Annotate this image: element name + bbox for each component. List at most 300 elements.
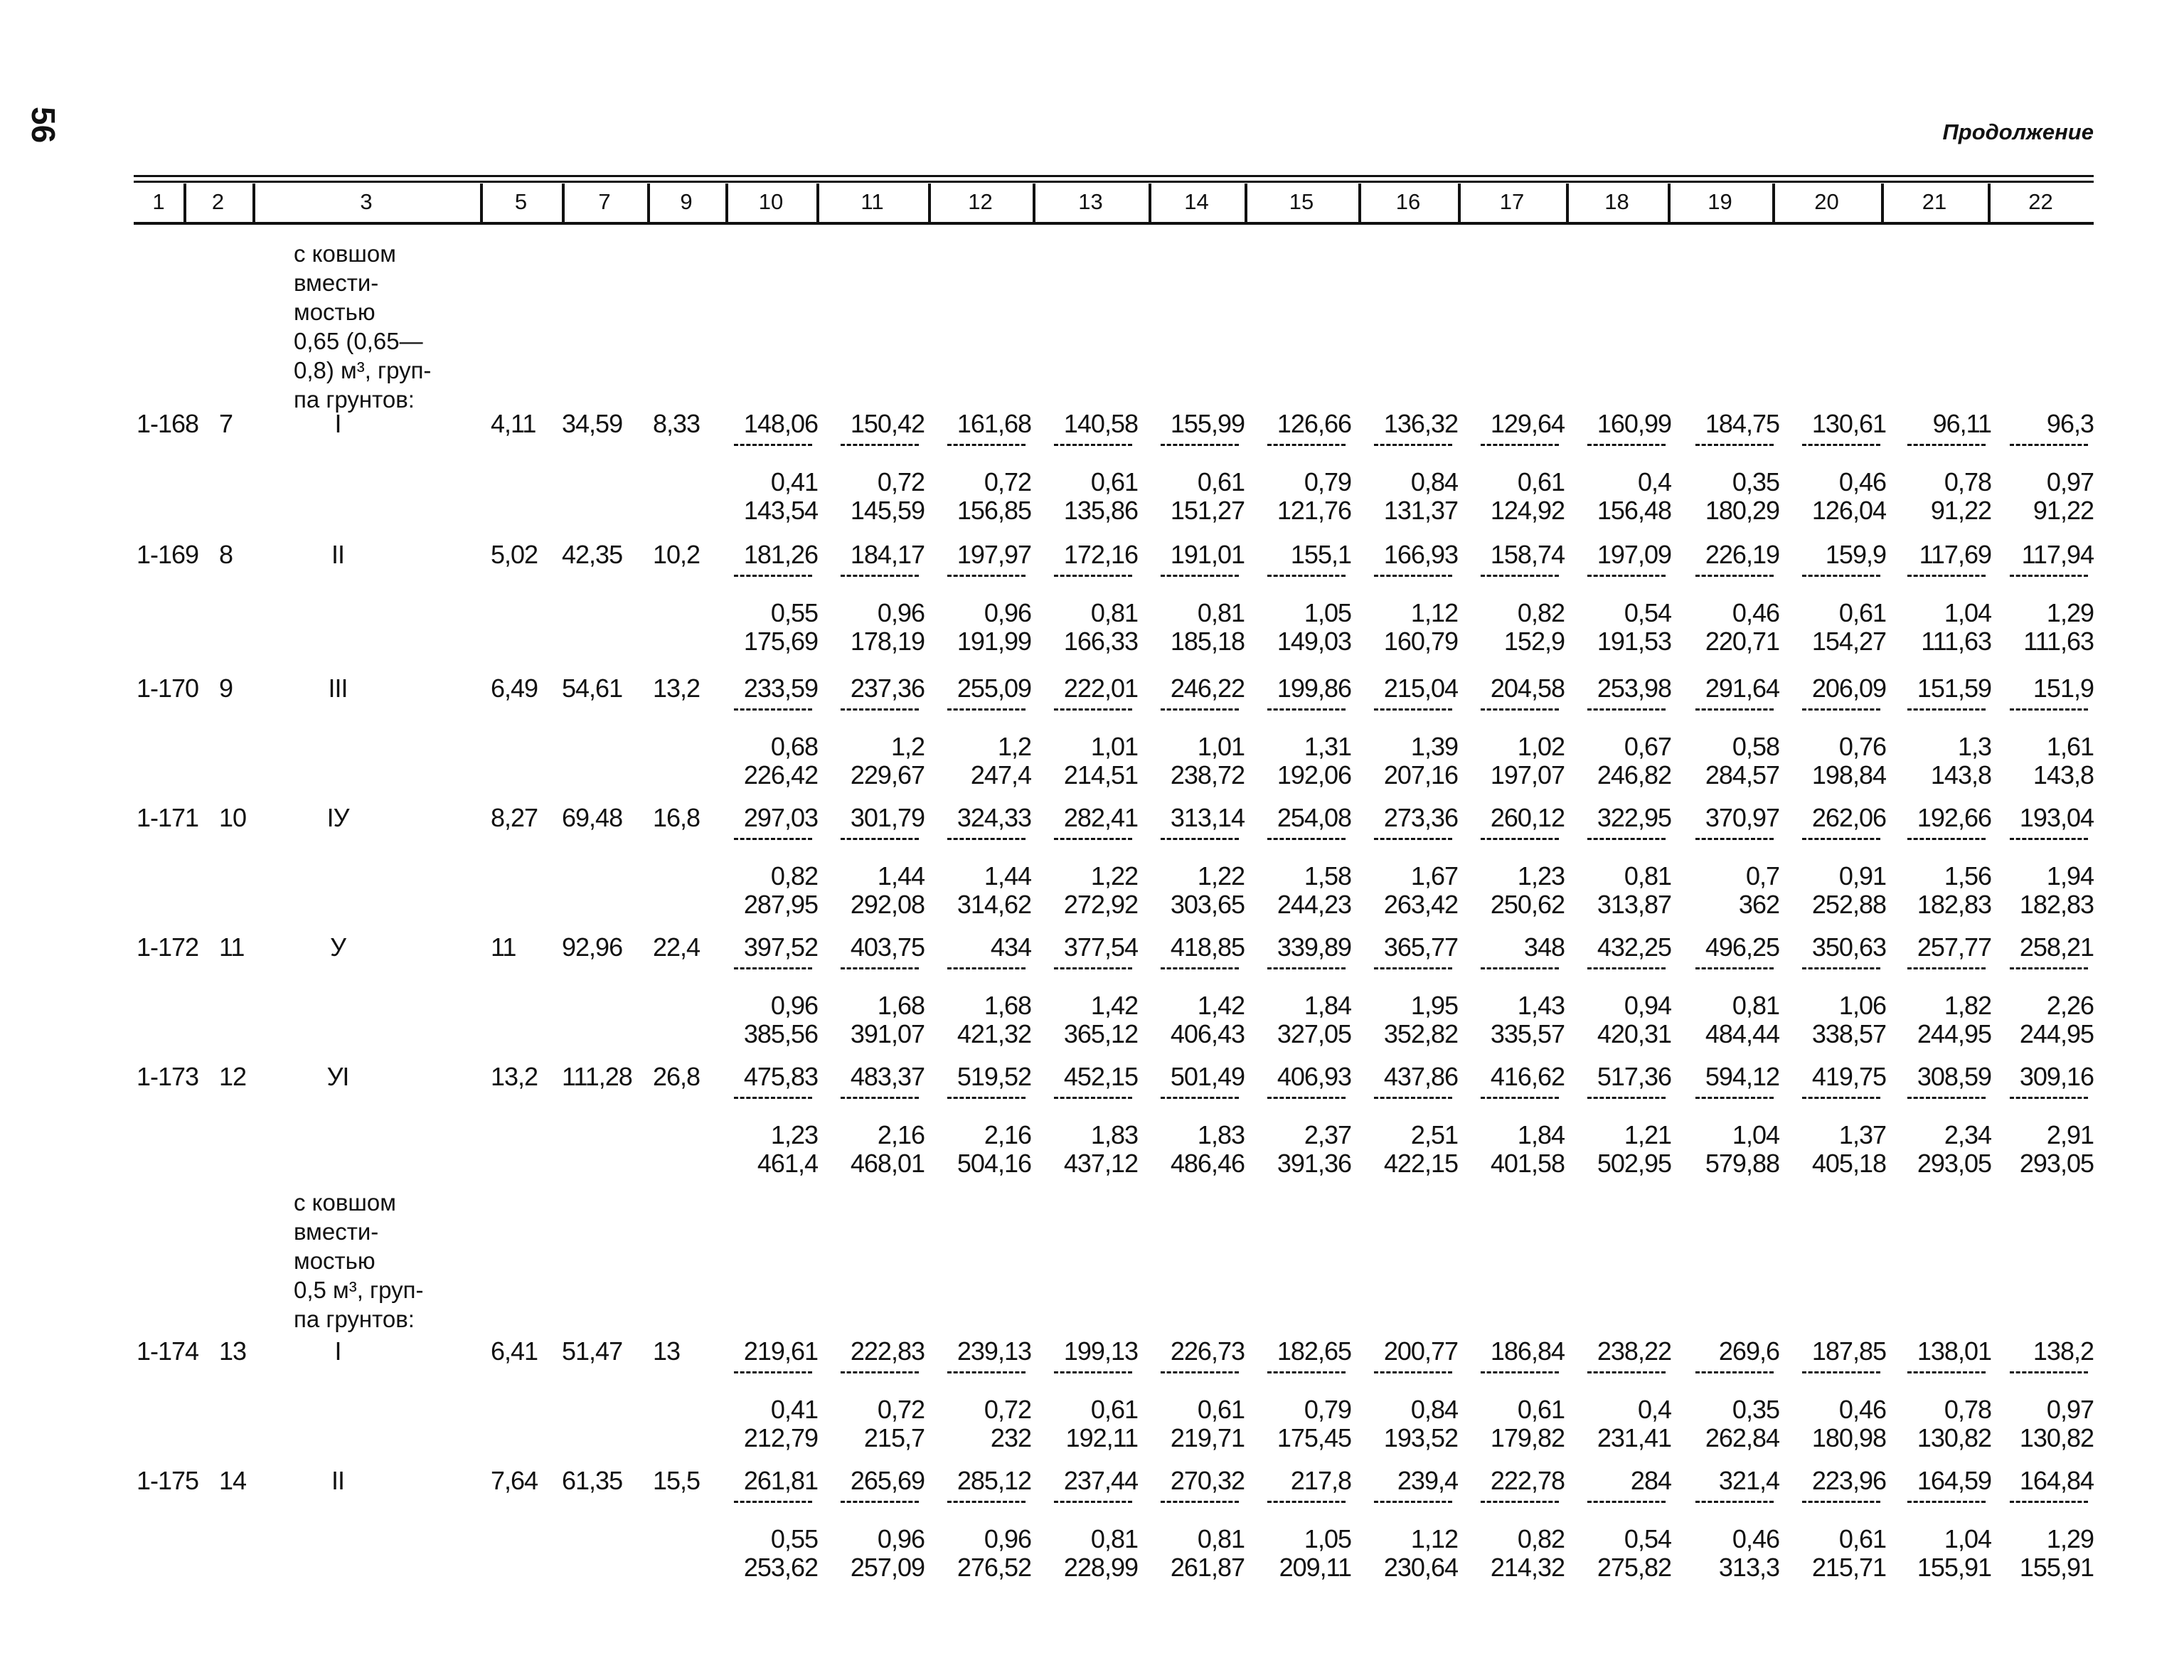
fraction-bar xyxy=(1374,967,1452,969)
value-bottom: 121,76 xyxy=(1277,496,1351,525)
value-bottom: 185,18 xyxy=(1170,627,1245,656)
row-code: 1-175 xyxy=(137,1466,199,1495)
value-mid: 0,61 xyxy=(1197,467,1245,496)
fraction-bar xyxy=(947,838,1026,840)
fraction-bar xyxy=(1907,838,1986,840)
value-bottom: 405,18 xyxy=(1811,1149,1886,1178)
fraction-bar xyxy=(734,708,812,711)
value-mid: 1,01 xyxy=(1197,732,1245,761)
value-bottom: 420,31 xyxy=(1597,1019,1671,1048)
value-mid: 0,96 xyxy=(770,991,818,1020)
value-top: 365,77 xyxy=(1383,932,1458,962)
value-bottom: 244,95 xyxy=(2019,1019,2094,1048)
fraction-bar xyxy=(1267,708,1346,711)
value-mid: 0,84 xyxy=(1410,467,1458,496)
value-mid: 1,56 xyxy=(1944,861,1991,890)
value-mid: 0,61 xyxy=(1517,467,1565,496)
value-bottom: 214,32 xyxy=(1490,1553,1565,1582)
fraction-bar xyxy=(734,1097,812,1099)
value-bottom: 244,95 xyxy=(1917,1019,1991,1048)
value-mid: 1,01 xyxy=(1090,732,1138,761)
row-number: 12 xyxy=(219,1062,247,1091)
fraction-bar xyxy=(734,967,812,969)
value-top: 258,21 xyxy=(2019,932,2094,962)
fraction-bar xyxy=(2010,967,2088,969)
value-top: 285,12 xyxy=(957,1466,1031,1495)
value-top: 187,85 xyxy=(1811,1336,1886,1366)
fraction-bar xyxy=(1161,708,1239,711)
header-col-15: 15 xyxy=(1289,189,1314,214)
fraction-bar xyxy=(841,1371,919,1373)
fraction-bar xyxy=(841,838,919,840)
value-mid: 0,55 xyxy=(770,1524,818,1553)
fraction-bar xyxy=(1802,967,1880,969)
fraction-bar xyxy=(947,967,1026,969)
value-mid: 1,44 xyxy=(984,861,1031,890)
value-bottom: 391,07 xyxy=(850,1019,925,1048)
value-mid: 1,21 xyxy=(1624,1120,1671,1149)
value-mid: 0,67 xyxy=(1624,732,1671,761)
value-top: 260,12 xyxy=(1490,803,1565,832)
col-7-value: 69,48 xyxy=(562,803,623,832)
value-bottom: 130,82 xyxy=(1917,1423,1991,1452)
fraction-bar xyxy=(1587,575,1666,577)
fraction-bar xyxy=(1695,444,1774,446)
value-top: 192,66 xyxy=(1917,803,1991,832)
row-code: 1-172 xyxy=(137,932,199,962)
value-mid: 1,67 xyxy=(1410,861,1458,890)
value-bottom: 179,82 xyxy=(1490,1423,1565,1452)
fraction-bar xyxy=(1267,1371,1346,1373)
value-bottom: 335,57 xyxy=(1490,1019,1565,1048)
value-bottom: 156,48 xyxy=(1597,496,1671,525)
group-description: с ковшом вмести- мостью 0,65 (0,65— 0,8) м³, груп- па грунтов: xyxy=(294,240,432,413)
col-5-value: 5,02 xyxy=(491,540,538,569)
col-7-value: 54,61 xyxy=(562,674,623,703)
value-mid: 1,84 xyxy=(1517,1120,1565,1149)
value-bottom: 160,79 xyxy=(1383,627,1458,656)
value-top: 130,61 xyxy=(1811,409,1886,438)
fraction-bar xyxy=(1481,1097,1559,1099)
value-bottom: 191,53 xyxy=(1597,627,1671,656)
value-top: 309,16 xyxy=(2019,1062,2094,1091)
soil-group: I xyxy=(334,409,341,438)
value-bottom: 152,9 xyxy=(1503,627,1565,656)
value-mid: 1,58 xyxy=(1304,861,1351,890)
fraction-bar xyxy=(734,444,812,446)
header-col-1: 1 xyxy=(152,189,165,214)
value-mid: 1,94 xyxy=(2046,861,2094,890)
value-bottom: 293,05 xyxy=(1917,1149,1991,1178)
col-9-value: 8,33 xyxy=(653,409,701,438)
fraction-bar xyxy=(1267,967,1346,969)
row-code: 1-171 xyxy=(137,803,199,832)
value-bottom: 91,22 xyxy=(1930,496,1991,525)
row-number: 13 xyxy=(219,1336,247,1366)
value-top: 246,22 xyxy=(1170,674,1245,703)
value-mid: 0,94 xyxy=(1624,991,1671,1020)
fraction-bar xyxy=(1054,444,1132,446)
fraction-bar xyxy=(1054,1371,1132,1373)
fraction-bar xyxy=(1374,1501,1452,1503)
fraction-bar xyxy=(734,1371,812,1373)
col-9-value: 22,4 xyxy=(653,932,701,962)
value-mid: 2,16 xyxy=(984,1120,1031,1149)
value-mid: 1,29 xyxy=(2046,1524,2094,1553)
value-bottom: 338,57 xyxy=(1811,1019,1886,1048)
value-mid: 0,81 xyxy=(1090,598,1138,627)
value-top: 517,36 xyxy=(1597,1062,1671,1091)
value-top: 269,6 xyxy=(1718,1336,1779,1366)
row-number: 7 xyxy=(219,409,233,438)
value-mid: 1,3 xyxy=(1957,732,1991,761)
value-bottom: 261,87 xyxy=(1170,1553,1245,1582)
row-number: 9 xyxy=(219,674,233,703)
value-mid: 2,51 xyxy=(1410,1120,1458,1149)
value-mid: 1,22 xyxy=(1090,861,1138,890)
fraction-bar xyxy=(1481,838,1559,840)
row-number: 10 xyxy=(219,803,247,832)
fraction-bar xyxy=(1802,838,1880,840)
value-top: 155,99 xyxy=(1170,409,1245,438)
value-bottom: 111,63 xyxy=(1921,627,1991,656)
value-top: 96,11 xyxy=(1932,409,1991,438)
value-mid: 0,96 xyxy=(877,1524,925,1553)
value-mid: 0,82 xyxy=(770,861,818,890)
value-top: 418,85 xyxy=(1170,932,1245,962)
value-bottom: 149,03 xyxy=(1277,627,1351,656)
value-top: 434 xyxy=(990,932,1031,962)
col-7-value: 34,59 xyxy=(562,409,623,438)
fraction-bar xyxy=(1374,708,1452,711)
value-mid: 1,2 xyxy=(890,732,925,761)
fraction-bar xyxy=(947,1371,1026,1373)
header-col-20: 20 xyxy=(1814,189,1839,214)
header-col-11: 11 xyxy=(861,189,884,214)
header-rule-2 xyxy=(134,181,2094,183)
col-9-value: 13,2 xyxy=(653,674,701,703)
fraction-bar xyxy=(947,575,1026,577)
value-top: 184,75 xyxy=(1705,409,1779,438)
fraction-bar xyxy=(2010,1371,2088,1373)
value-top: 406,93 xyxy=(1277,1062,1351,1091)
value-mid: 0,68 xyxy=(770,732,818,761)
value-bottom: 365,12 xyxy=(1063,1019,1138,1048)
value-top: 117,69 xyxy=(1919,540,1991,569)
value-top: 265,69 xyxy=(850,1466,925,1495)
row-code: 1-169 xyxy=(137,540,199,569)
value-mid: 0,4 xyxy=(1637,467,1671,496)
row-number: 8 xyxy=(219,540,233,569)
value-bottom: 151,27 xyxy=(1170,496,1245,525)
value-top: 308,59 xyxy=(1917,1062,1991,1091)
value-bottom: 252,88 xyxy=(1811,890,1886,919)
value-top: 126,66 xyxy=(1277,409,1351,438)
value-top: 475,83 xyxy=(743,1062,818,1091)
value-bottom: 219,71 xyxy=(1170,1423,1245,1452)
fraction-bar xyxy=(1054,838,1132,840)
value-bottom: 303,65 xyxy=(1170,890,1245,919)
row-code: 1-168 xyxy=(137,409,199,438)
value-top: 159,9 xyxy=(1825,540,1886,569)
value-mid: 0,96 xyxy=(877,598,925,627)
fraction-bar xyxy=(947,1097,1026,1099)
value-bottom: 246,82 xyxy=(1597,760,1671,790)
value-top: 519,52 xyxy=(957,1062,1031,1091)
value-top: 155,1 xyxy=(1290,540,1351,569)
header-top-rule xyxy=(134,175,2094,177)
value-bottom: 293,05 xyxy=(2019,1149,2094,1178)
soil-group: III xyxy=(328,674,348,703)
value-bottom: 468,01 xyxy=(850,1149,925,1178)
value-bottom: 362 xyxy=(1738,890,1779,919)
value-top: 261,81 xyxy=(743,1466,818,1495)
fraction-bar xyxy=(1695,1371,1774,1373)
value-mid: 1,43 xyxy=(1517,991,1565,1020)
value-top: 270,32 xyxy=(1170,1466,1245,1495)
fraction-bar xyxy=(1054,708,1132,711)
value-mid: 1,42 xyxy=(1197,991,1245,1020)
fraction-bar xyxy=(1587,1097,1666,1099)
value-mid: 0,79 xyxy=(1304,467,1351,496)
value-bottom: 247,4 xyxy=(970,760,1031,790)
value-top: 501,49 xyxy=(1170,1062,1245,1091)
fraction-bar xyxy=(1587,708,1666,711)
value-bottom: 502,95 xyxy=(1597,1149,1671,1178)
fraction-bar xyxy=(1267,575,1346,577)
value-bottom: 175,69 xyxy=(743,627,818,656)
page-number: 56 xyxy=(25,107,62,144)
fraction-bar xyxy=(1587,967,1666,969)
value-top: 158,74 xyxy=(1490,540,1565,569)
value-bottom: 292,08 xyxy=(850,890,925,919)
col-7-value: 51,47 xyxy=(562,1336,623,1366)
fraction-bar xyxy=(947,444,1026,446)
row-code: 1-170 xyxy=(137,674,199,703)
value-bottom: 486,46 xyxy=(1170,1149,1245,1178)
value-bottom: 504,16 xyxy=(957,1149,1031,1178)
value-mid: 0,61 xyxy=(1838,1524,1886,1553)
value-mid: 1,83 xyxy=(1090,1120,1138,1149)
value-bottom: 135,86 xyxy=(1063,496,1138,525)
col-5-value: 8,27 xyxy=(491,803,538,832)
value-bottom: 232 xyxy=(990,1423,1031,1452)
value-bottom: 197,07 xyxy=(1490,760,1565,790)
value-top: 237,36 xyxy=(850,674,925,703)
value-top: 199,13 xyxy=(1063,1336,1138,1366)
value-top: 217,8 xyxy=(1290,1466,1351,1495)
fraction-bar xyxy=(1161,444,1239,446)
value-mid: 0,81 xyxy=(1732,991,1779,1020)
fraction-bar xyxy=(1587,444,1666,446)
value-mid: 1,2 xyxy=(997,732,1031,761)
value-top: 226,19 xyxy=(1705,540,1779,569)
value-bottom: 111,63 xyxy=(2023,627,2094,656)
value-top: 182,65 xyxy=(1277,1336,1351,1366)
row-number: 11 xyxy=(219,932,245,962)
value-top: 186,84 xyxy=(1490,1336,1565,1366)
value-bottom: 244,23 xyxy=(1277,890,1351,919)
value-bottom: 422,15 xyxy=(1383,1149,1458,1178)
fraction-bar xyxy=(1481,708,1559,711)
value-top: 206,09 xyxy=(1811,674,1886,703)
fraction-bar xyxy=(1695,967,1774,969)
value-bottom: 284,57 xyxy=(1705,760,1779,790)
value-top: 191,01 xyxy=(1170,540,1245,569)
fraction-bar xyxy=(1161,838,1239,840)
fraction-bar xyxy=(1481,1501,1559,1503)
value-mid: 0,41 xyxy=(770,1395,818,1424)
value-top: 223,96 xyxy=(1811,1466,1886,1495)
value-top: 199,86 xyxy=(1277,674,1351,703)
value-bottom: 209,11 xyxy=(1279,1553,1351,1582)
value-mid: 1,83 xyxy=(1197,1120,1245,1149)
value-mid: 0,4 xyxy=(1637,1395,1671,1424)
value-mid: 1,37 xyxy=(1838,1120,1886,1149)
value-mid: 0,46 xyxy=(1732,598,1779,627)
value-bottom: 192,06 xyxy=(1277,760,1351,790)
fraction-bar xyxy=(1802,708,1880,711)
value-top: 262,06 xyxy=(1811,803,1886,832)
value-mid: 0,41 xyxy=(770,467,818,496)
fraction-bar xyxy=(947,708,1026,711)
value-bottom: 238,72 xyxy=(1170,760,1245,790)
value-mid: 1,82 xyxy=(1944,991,1991,1020)
header-col-3: 3 xyxy=(360,189,373,214)
fraction-bar xyxy=(1907,1501,1986,1503)
value-bottom: 287,95 xyxy=(743,890,818,919)
fraction-bar xyxy=(2010,708,2088,711)
value-mid: 0,81 xyxy=(1090,1524,1138,1553)
col-7-value: 111,28 xyxy=(562,1062,632,1091)
fraction-bar xyxy=(841,708,919,711)
value-mid: 1,95 xyxy=(1410,991,1458,1020)
value-top: 432,25 xyxy=(1597,932,1671,962)
value-mid: 1,06 xyxy=(1838,991,1886,1020)
value-bottom: 215,7 xyxy=(863,1423,925,1452)
fraction-bar xyxy=(841,967,919,969)
value-mid: 2,91 xyxy=(2046,1120,2094,1149)
header-col-2: 2 xyxy=(211,189,225,214)
fraction-bar xyxy=(841,1097,919,1099)
value-top: 483,37 xyxy=(850,1062,925,1091)
value-bottom: 180,29 xyxy=(1705,496,1779,525)
value-top: 452,15 xyxy=(1063,1062,1138,1091)
col-5-value: 4,11 xyxy=(491,409,536,438)
value-top: 301,79 xyxy=(850,803,925,832)
value-bottom: 155,91 xyxy=(1917,1553,1991,1582)
fraction-bar xyxy=(1161,1501,1239,1503)
group-description: с ковшом вмести- мостью 0,5 м³, груп- па грунтов: xyxy=(294,1189,424,1332)
fraction-bar xyxy=(1161,967,1239,969)
value-bottom: 406,43 xyxy=(1170,1019,1245,1048)
value-bottom: 182,83 xyxy=(1917,890,1991,919)
value-mid: 0,78 xyxy=(1944,1395,1991,1424)
value-bottom: 207,16 xyxy=(1383,760,1458,790)
col-7-value: 92,96 xyxy=(562,932,623,962)
value-mid: 1,39 xyxy=(1410,732,1458,761)
value-mid: 0,97 xyxy=(2046,1395,2094,1424)
value-bottom: 193,52 xyxy=(1383,1423,1458,1452)
header-col-13: 13 xyxy=(1078,189,1103,214)
fraction-bar xyxy=(1267,838,1346,840)
value-mid: 0,96 xyxy=(984,1524,1031,1553)
fraction-bar xyxy=(1481,967,1559,969)
value-top: 253,98 xyxy=(1597,674,1671,703)
value-top: 181,26 xyxy=(743,540,818,569)
value-mid: 0,61 xyxy=(1838,598,1886,627)
value-top: 297,03 xyxy=(743,803,818,832)
value-top: 172,16 xyxy=(1063,540,1138,569)
value-top: 237,44 xyxy=(1063,1466,1138,1495)
value-top: 222,83 xyxy=(850,1336,925,1366)
value-top: 348 xyxy=(1523,932,1565,962)
value-top: 313,14 xyxy=(1170,803,1245,832)
value-bottom: 91,22 xyxy=(2033,496,2094,525)
value-mid: 1,22 xyxy=(1197,861,1245,890)
fraction-bar xyxy=(1161,1371,1239,1373)
value-mid: 0,46 xyxy=(1732,1524,1779,1553)
fraction-bar xyxy=(1374,1371,1452,1373)
value-bottom: 253,62 xyxy=(743,1553,818,1582)
value-mid: 2,34 xyxy=(1944,1120,1991,1149)
fraction-bar xyxy=(734,1501,812,1503)
fraction-bar xyxy=(1587,1501,1666,1503)
fraction-bar xyxy=(1802,1501,1880,1503)
value-mid: 2,37 xyxy=(1304,1120,1351,1149)
header-col-5: 5 xyxy=(514,189,528,214)
value-top: 233,59 xyxy=(743,674,818,703)
fraction-bar xyxy=(1054,1097,1132,1099)
value-bottom: 131,37 xyxy=(1383,496,1458,525)
value-top: 257,77 xyxy=(1917,932,1991,962)
fraction-bar xyxy=(1907,1371,1986,1373)
value-bottom: 276,52 xyxy=(957,1553,1031,1582)
value-bottom: 262,84 xyxy=(1705,1423,1779,1452)
value-top: 416,62 xyxy=(1490,1062,1565,1091)
value-mid: 1,29 xyxy=(2046,598,2094,627)
header-col-16: 16 xyxy=(1395,189,1421,214)
value-top: 238,22 xyxy=(1597,1336,1671,1366)
value-top: 219,61 xyxy=(743,1336,818,1366)
fraction-bar xyxy=(1802,1097,1880,1099)
value-mid: 1,04 xyxy=(1944,598,1991,627)
value-bottom: 145,59 xyxy=(850,496,925,525)
value-mid: 0,58 xyxy=(1732,732,1779,761)
value-mid: 0,54 xyxy=(1624,1524,1671,1553)
header-col-9: 9 xyxy=(680,189,693,214)
value-mid: 1,05 xyxy=(1304,598,1351,627)
value-bottom: 313,3 xyxy=(1718,1553,1779,1582)
col-9-value: 16,8 xyxy=(653,803,701,832)
value-mid: 0,78 xyxy=(1944,467,1991,496)
value-bottom: 437,12 xyxy=(1063,1149,1138,1178)
value-mid: 1,23 xyxy=(770,1120,818,1149)
value-mid: 0,54 xyxy=(1624,598,1671,627)
value-mid: 0,61 xyxy=(1517,1395,1565,1424)
value-top: 350,63 xyxy=(1811,932,1886,962)
value-bottom: 143,8 xyxy=(1930,760,1991,790)
continuation-label: Продолжение xyxy=(1942,119,2094,144)
col-9-value: 10,2 xyxy=(653,540,701,569)
col-5-value: 7,64 xyxy=(491,1466,538,1495)
fraction-bar xyxy=(841,444,919,446)
value-mid: 0,35 xyxy=(1732,1395,1779,1424)
value-mid: 0,72 xyxy=(877,467,925,496)
value-bottom: 314,62 xyxy=(957,890,1031,919)
value-bottom: 182,83 xyxy=(2019,890,2094,919)
value-bottom: 275,82 xyxy=(1597,1553,1671,1582)
